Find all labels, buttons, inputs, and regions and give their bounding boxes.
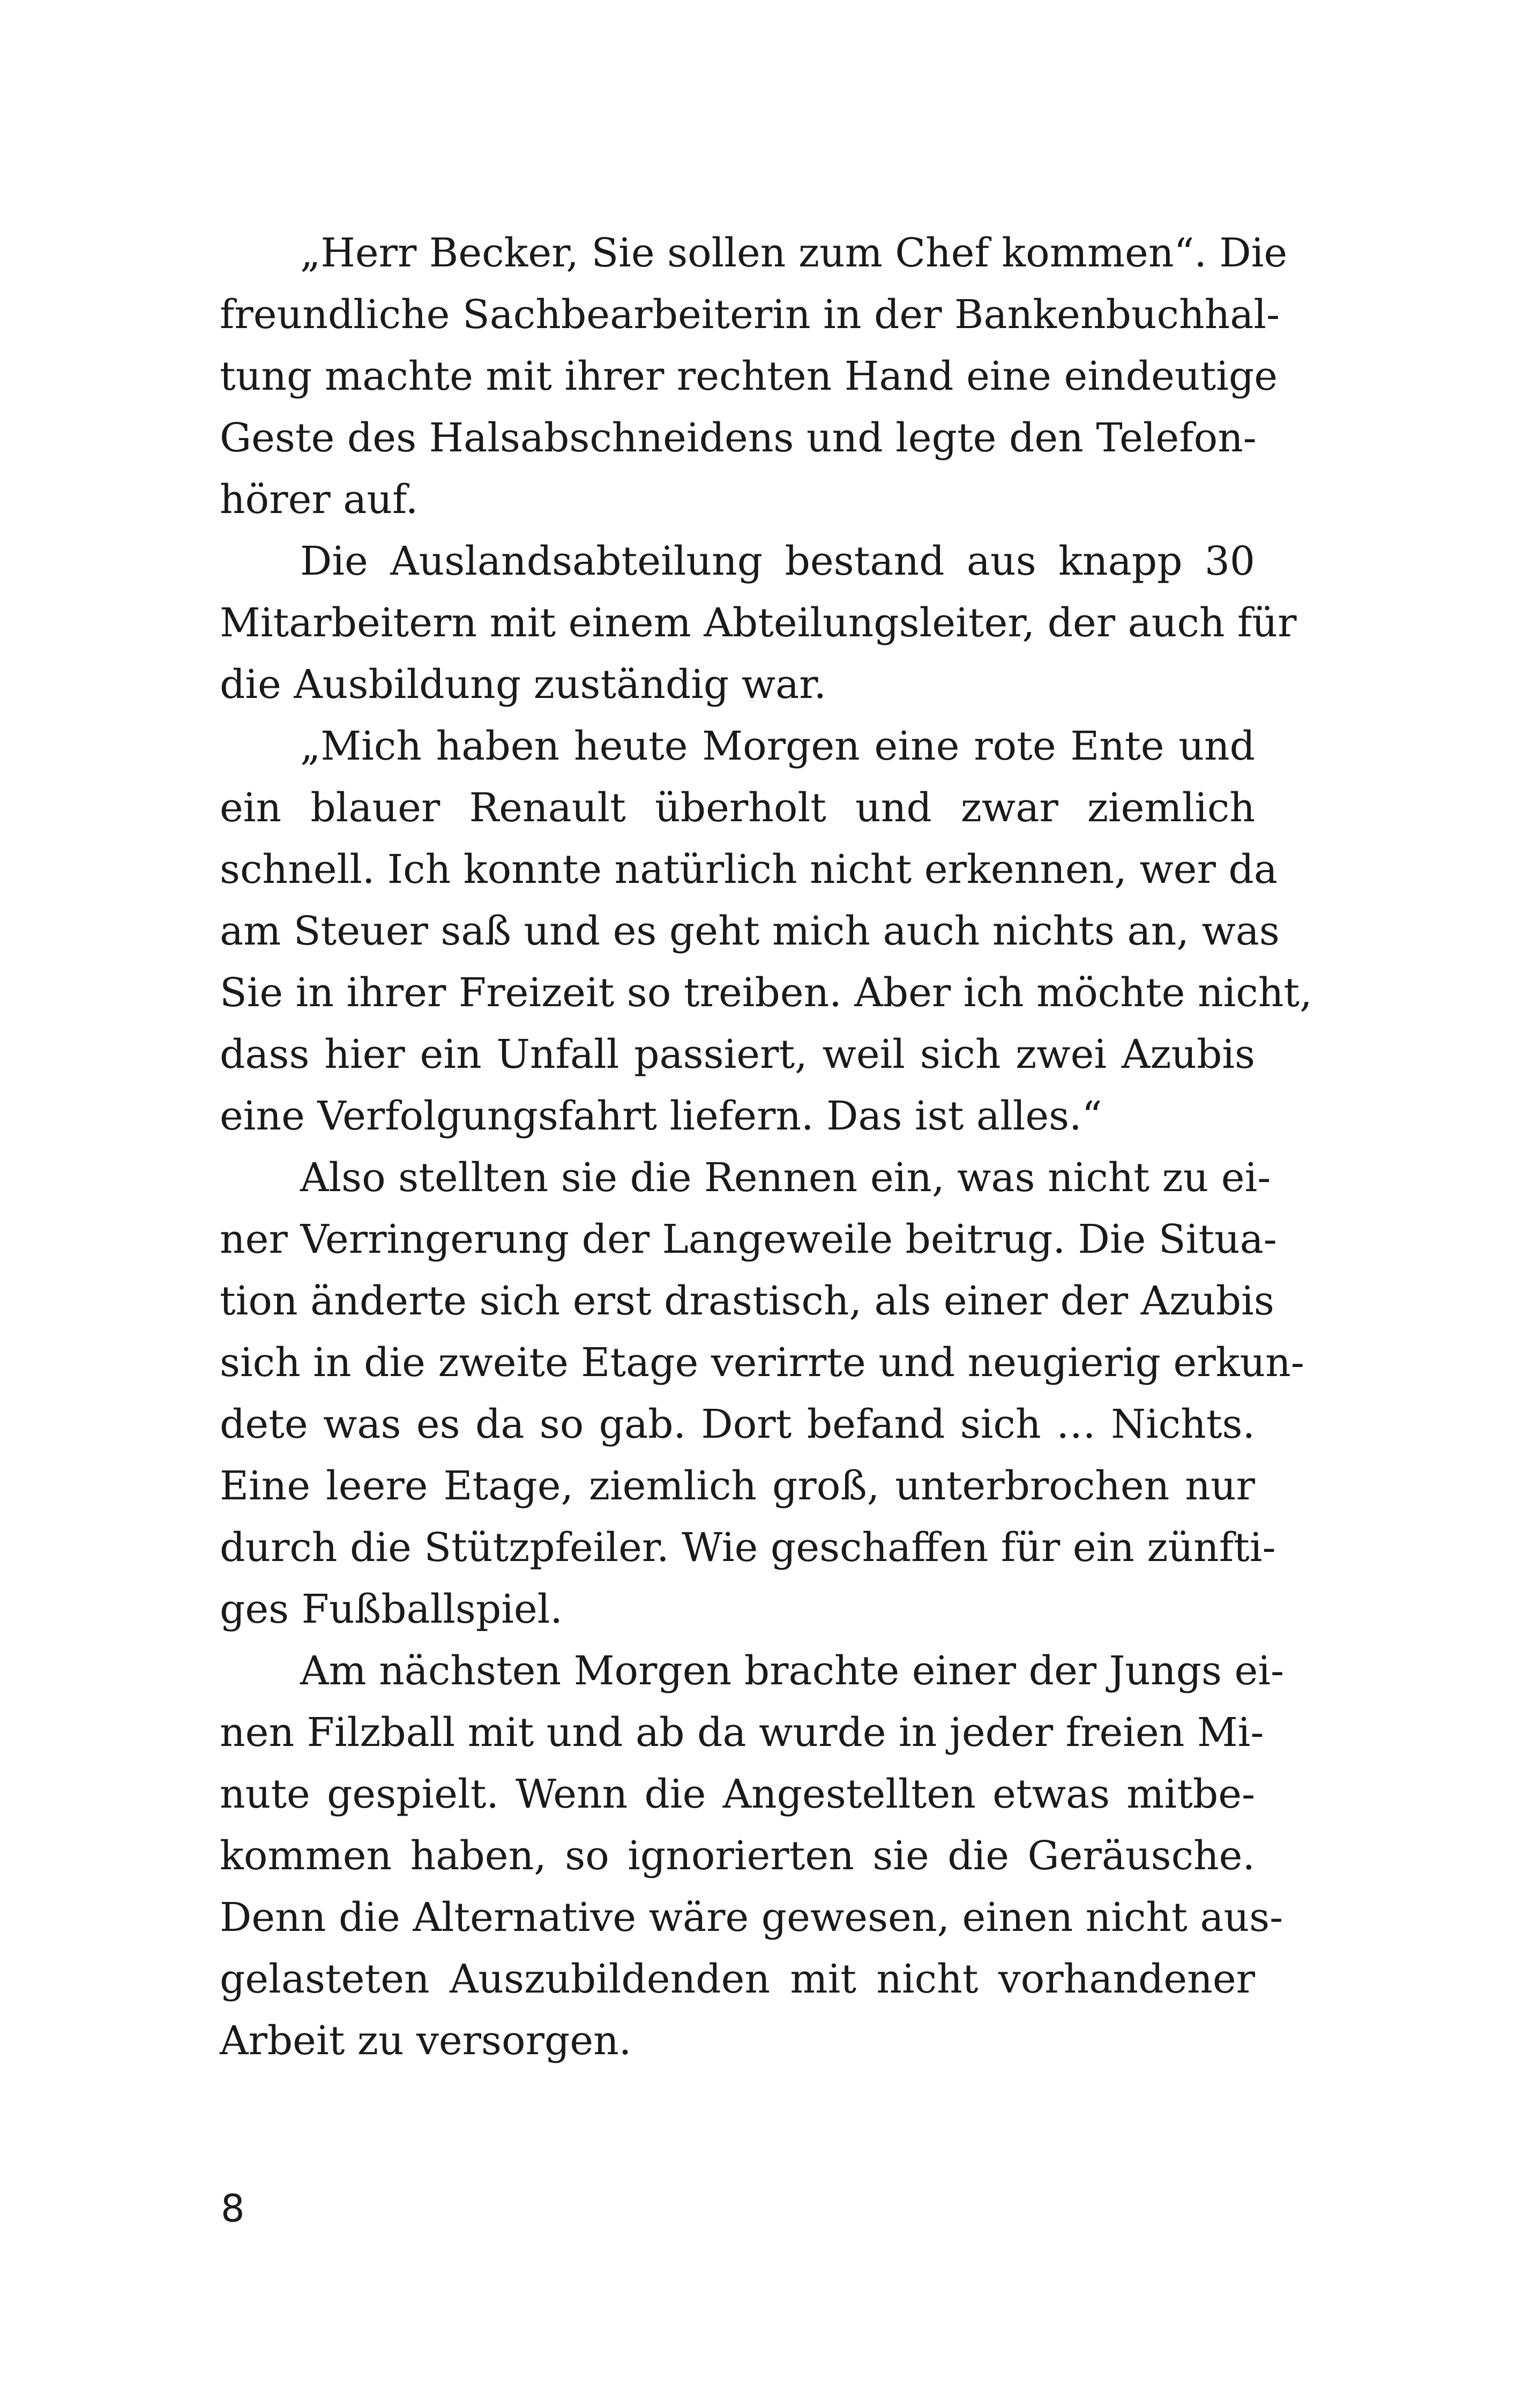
text-line: die Ausbildung zuständig war. <box>220 662 827 708</box>
text-line: ein blauer Renault überholt und zwar ziemlich <box>220 785 1255 831</box>
paragraph <box>220 531 1297 716</box>
text-line: „Herr Becker, Sie sollen zum Chef kommen“. Die <box>300 230 1288 276</box>
text-line: nute gespielt. Wenn die Angestellten etwas mitbe- <box>220 1771 1255 1817</box>
text-line: Eine leere Etage, ziemlich groß, unterbrochen nur <box>220 1463 1255 1509</box>
text-line: am Steuer saß und es geht mich auch nichts an, was <box>220 908 1280 954</box>
text-line: dete was es da so gab. Dort befand sich … Nichts. <box>220 1401 1255 1447</box>
text-line: Geste des Halsabschneidens und legte den Telefon- <box>220 415 1257 461</box>
text-line: Arbeit zu versorgen. <box>220 2018 632 2064</box>
text-line: kommen haben, so ignorierten sie die Geräusche. <box>220 1833 1255 1879</box>
text-line: freundliche Sachbearbeiterin in der Bankenbuchhal- <box>220 292 1280 338</box>
text-line: durch die Stützpfeiler. Wie geschaffen für ein zünfti- <box>220 1525 1276 1571</box>
paragraph <box>220 1640 1284 2072</box>
text-line: nen Filzball mit und ab da wurde in jeder freien Mi- <box>220 1710 1264 1756</box>
paragraph <box>220 716 1312 1147</box>
body-text <box>220 222 1312 2072</box>
page-number: 8 <box>221 2187 245 2231</box>
text-line: ner Verringerung der Langeweile beitrug. Die Situa- <box>220 1216 1277 1262</box>
text-line: tion änderte sich erst drastisch, als einer der Azubis <box>220 1278 1274 1324</box>
text-line: Mitarbeitern mit einem Abteilungsleiter, der auch für <box>220 600 1297 646</box>
text-line: Also stellten sie die Rennen ein, was nicht zu ei- <box>300 1155 1271 1201</box>
text-line: ges Fußballspiel. <box>220 1586 563 1632</box>
text-line: hörer auf. <box>220 477 419 523</box>
text-line: Am nächsten Morgen brachte einer der Jungs ei- <box>300 1648 1284 1694</box>
text-line: eine Verfolgungsfahrt liefern. Das ist alles.“ <box>220 1093 1102 1139</box>
text-line: gelasteten Auszubildenden mit nicht vorhandener <box>220 1956 1255 2002</box>
text-line: Denn die Alternative wäre gewesen, einen nicht aus- <box>220 1894 1283 1941</box>
text-line: sich in die zweite Etage verirrte und neugierig erkun- <box>220 1340 1304 1386</box>
text-line: „Mich haben heute Morgen eine rote Ente und <box>300 723 1255 769</box>
text-line: tung machte mit ihrer rechten Hand eine eindeutige <box>220 353 1278 399</box>
text-line: Sie in ihrer Freizeit so treiben. Aber ich möchte nicht, <box>220 970 1312 1016</box>
text-line: schnell. Ich konnte natürlich nicht erkennen, wer da <box>220 846 1278 893</box>
paragraph <box>220 1147 1304 1640</box>
text-line: dass hier ein Unfall passiert, weil sich zwei Azubis <box>220 1031 1255 1077</box>
paragraph <box>220 222 1288 531</box>
text-line: Die Auslandsabteilung bestand aus knapp 30 <box>300 538 1255 584</box>
